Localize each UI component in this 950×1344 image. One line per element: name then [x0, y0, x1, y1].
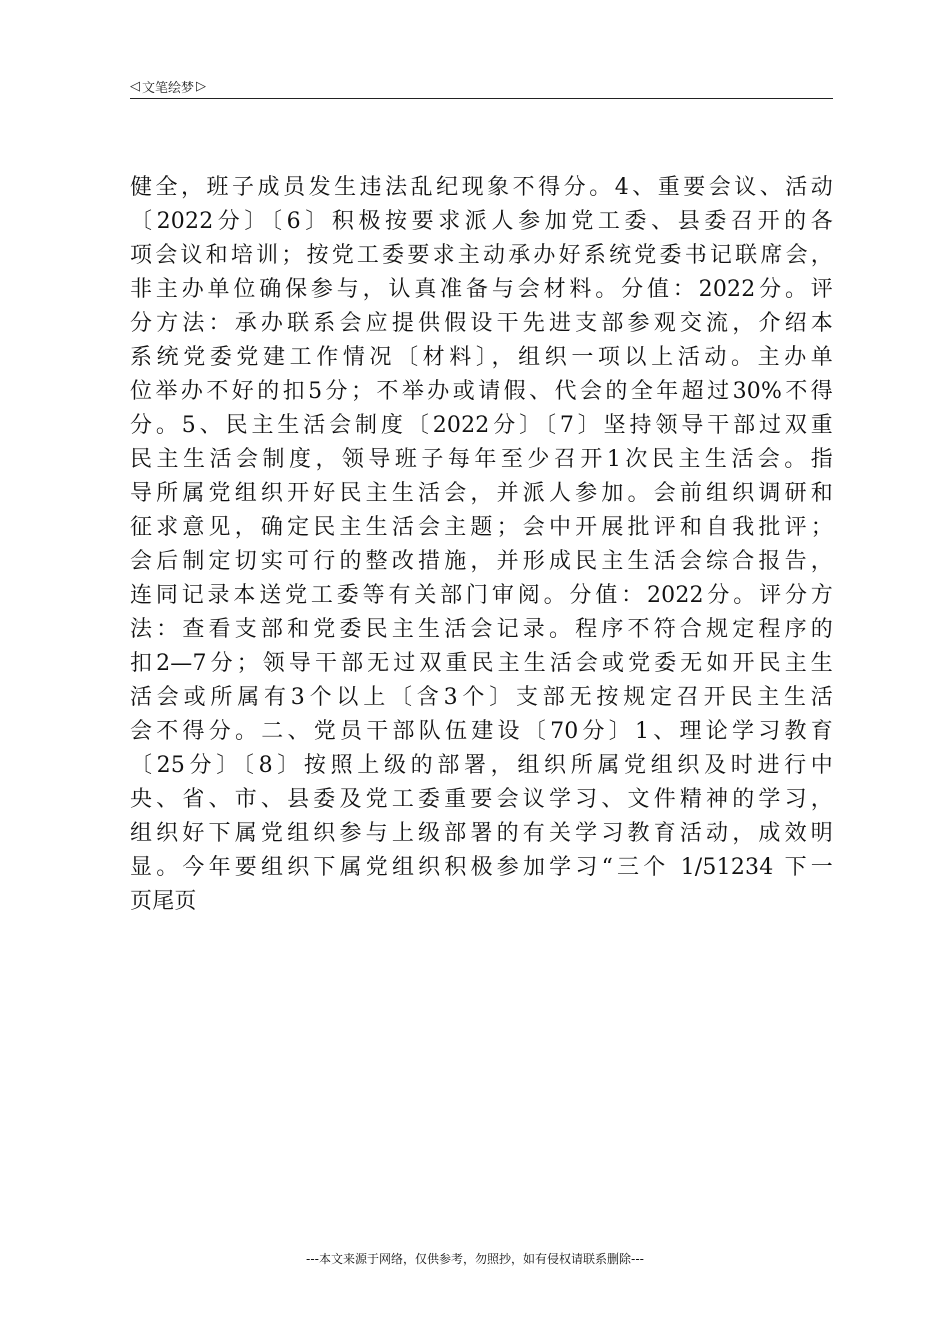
text-line: 位举办不好的扣5分；不举办或请假、代会的全年超过30%不得 [130, 379, 833, 404]
text-line: 会不得分。二、党员干部队伍建设〔70分〕1、理论学习教育 [130, 719, 833, 744]
text-line: 〔2022分〕〔6〕积极按要求派人参加党工委、县委召开的各 [130, 209, 833, 234]
text-line: 法：查看支部和党委民主生活会记录。程序不符合规定程序的 [130, 617, 833, 642]
text-line: 页尾页 [130, 889, 197, 914]
text-line: 系统党委党建工作情况〔材料〕，组织一项以上活动。主办单 [130, 345, 833, 370]
text-line: 活会或所属有3个以上〔含3个〕支部无按规定召开民主生活 [130, 685, 833, 710]
text-line: 健全，班子成员发生违法乱纪现象不得分。4、重要会议、活动 [130, 175, 833, 200]
triangle-left-icon: ◁ [130, 78, 140, 94]
text-line: 组织好下属党组织参与上级部署的有关学习教育活动，成效明 [130, 821, 833, 846]
text-line: 连同记录本送党工委等有关部门审阅。分值：2022分。评分方 [130, 583, 833, 608]
document-body [130, 171, 833, 919]
page-header [130, 74, 833, 99]
header-brand: 文笔绘梦 [142, 80, 195, 96]
text-line: 征求意见，确定民主生活会主题；会中开展批评和自我批评； [130, 515, 833, 540]
text-line: 〔25分〕〔8〕按照上级的部署，组织所属党组织及时进行中 [130, 753, 833, 778]
text-line: 扣2—7分；领导干部无过双重民主生活会或党委无如开民主生 [130, 651, 833, 676]
text-line: 导所属党组织开好民主生活会，并派人参加。会前组织调研和 [130, 481, 833, 506]
text-line: 央、省、市、县委及党工委重要会议学习、文件精神的学习， [130, 787, 833, 812]
text-line: 非主办单位确保参与，认真准备与会材料。分值：2022分。评 [130, 277, 833, 302]
text-line: 分方法：承办联系会应提供假设干先进支部参观交流，介绍本 [130, 311, 833, 336]
text-line: 显。今年要组织下属党组织积极参加学习“三个 1/51234 下一 [130, 855, 833, 880]
text-line: 民主生活会制度，领导班子每年至少召开1次民主生活会。指 [130, 447, 833, 472]
text-line: 会后制定切实可行的整改措施，并形成民主生活会综合报告， [130, 549, 833, 574]
triangle-right-icon: ▷ [196, 78, 207, 94]
footer-notice: ---本文来源于网络，仅供参考，勿照抄，如有侵权请联系删除--- [306, 1252, 644, 1266]
text-line: 项会议和培训；按党工委要求主动承办好系统党委书记联席会， [130, 243, 833, 268]
text-line: 分。5、民主生活会制度〔2022分〕〔7〕坚持领导干部过双重 [130, 413, 833, 438]
